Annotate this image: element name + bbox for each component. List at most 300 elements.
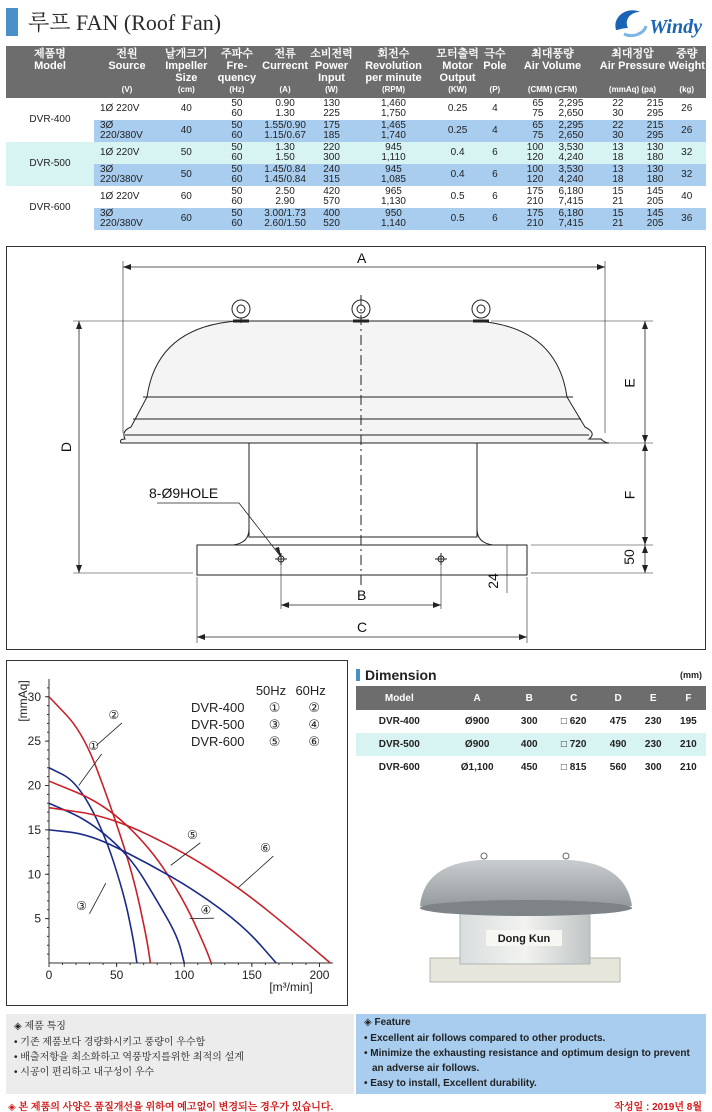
spec-cell	[309, 120, 354, 142]
spec-cell	[597, 208, 667, 230]
spec-value: 570	[323, 196, 340, 207]
spec-header-cell	[6, 46, 94, 84]
spec-value: 130	[646, 164, 664, 175]
callout-label: ③	[76, 898, 87, 913]
spec-value: 15	[612, 186, 624, 197]
callout-label: ①	[88, 739, 100, 753]
spec-cell	[667, 164, 706, 186]
spec-value: 40	[681, 191, 693, 202]
dimension-unit: (mm)	[680, 670, 702, 680]
x-tick-label: 100	[174, 968, 195, 982]
hole-label: 8-Ø9HOLE	[149, 485, 219, 501]
legend-model: DVR-400	[191, 700, 245, 715]
page-header	[6, 6, 706, 42]
spec-value: 40	[180, 103, 192, 114]
spec-unit-cell: (RPM)	[354, 84, 433, 98]
spec-cell	[597, 142, 667, 164]
dim-row	[356, 756, 706, 779]
spec-value: 6	[492, 191, 498, 202]
spec-unit-cell: (mmAq) (pa)	[597, 84, 667, 98]
spec-row	[6, 186, 706, 208]
spec-value: 2.60/1.50	[264, 218, 306, 229]
dim-row	[356, 710, 706, 733]
spec-value: 205	[646, 196, 664, 207]
series-line	[49, 781, 211, 963]
spec-value: 75	[532, 108, 544, 119]
callout-leader	[79, 754, 102, 786]
spec-value: 420	[323, 186, 340, 197]
spec-value: 1Ø 220V	[100, 103, 140, 114]
dim-cell: 230	[636, 733, 671, 756]
spec-value: 215	[646, 98, 664, 109]
spec-cell	[354, 142, 433, 164]
spec-cell	[160, 98, 213, 120]
dim-cell: 400	[512, 733, 547, 756]
spec-header-cell	[507, 46, 597, 84]
dim-label-a: A	[357, 250, 367, 266]
spec-cell	[213, 98, 262, 120]
spec-header-en: Currecnt	[262, 60, 308, 72]
spec-cell	[213, 142, 262, 164]
features-korean	[6, 1014, 354, 1094]
dimension-table	[356, 686, 706, 779]
dim-cell: 300	[644, 762, 662, 773]
dim-label-b: B	[357, 587, 367, 603]
spec-cell	[213, 164, 262, 186]
spec-cell	[433, 208, 482, 230]
spec-cell	[354, 164, 433, 186]
spec-value: 210	[526, 218, 544, 229]
spec-value: 6,180	[558, 208, 584, 219]
spec-value: 60	[180, 191, 192, 202]
spec-value: 1.15/0.67	[264, 130, 306, 141]
spec-unit-cell: (Hz)	[213, 84, 262, 98]
spec-value: 6	[492, 169, 498, 180]
spec-cell	[507, 120, 597, 142]
spec-cell	[261, 120, 309, 142]
spec-cell	[160, 142, 213, 164]
dimension-accent-bar	[356, 669, 360, 681]
spec-value: 65	[532, 120, 544, 131]
callout-leader	[238, 856, 273, 888]
spec-value: 21	[612, 218, 624, 229]
spec-model: DVR-400	[29, 114, 71, 125]
dim-header-cell: C	[547, 686, 601, 710]
spec-value: 180	[646, 152, 664, 163]
spec-value: 100	[526, 164, 544, 175]
dim-header-cell: Model	[356, 686, 443, 710]
series-line	[49, 768, 137, 963]
spec-header-en: Motor Output	[439, 60, 476, 84]
brand-logo	[610, 4, 702, 44]
legend-model: DVR-600	[191, 734, 245, 749]
spec-unit-cell: (KW)	[433, 84, 482, 98]
legend-50hz: ①	[268, 700, 281, 715]
spec-cell	[261, 186, 309, 208]
spec-header-en: Source	[108, 60, 146, 72]
spec-value: 50	[231, 120, 243, 131]
spec-row	[6, 142, 706, 164]
spec-cell	[213, 186, 262, 208]
spec-value: 130	[646, 142, 664, 153]
y-axis-label: [mmAq]	[16, 680, 30, 722]
spec-value: 205	[646, 218, 664, 229]
spec-value: 2,295	[558, 98, 584, 109]
brand-plate: Dong Kun	[497, 933, 551, 945]
spec-value: 1.55/0.90	[264, 120, 306, 131]
chart-legend	[191, 683, 332, 751]
spec-cell	[94, 98, 160, 120]
callout-label: ⑥	[259, 841, 271, 856]
spec-cell	[160, 164, 213, 186]
features-ko-title: ◈ 제품 특징	[14, 1021, 66, 1032]
footer-notice: ◈ 본 제품의 사양은 품질개선을 위하여 예고없이 변경되는 경우가 있습니다.	[8, 1102, 334, 1112]
spec-value: 945	[385, 164, 402, 175]
spec-header-en: Power Input	[315, 60, 349, 84]
spec-row	[6, 208, 706, 230]
spec-cell	[94, 208, 160, 230]
spec-unit-cell: (V)	[94, 84, 160, 98]
spec-value: 2.50	[275, 186, 295, 197]
spec-value: 60	[231, 218, 243, 229]
y-tick-label: 25	[27, 734, 41, 749]
spec-header-cell	[309, 46, 354, 84]
spec-header-cell	[354, 46, 433, 84]
spec-value: 32	[681, 147, 693, 158]
spec-value: 1Ø 220V	[100, 147, 140, 158]
spec-value: 3Ø 220/380V	[100, 120, 143, 141]
spec-value: 0.25	[447, 103, 468, 114]
spec-header-ko: 날개크기	[165, 48, 208, 60]
spec-cell	[309, 98, 354, 120]
spec-cell	[482, 120, 507, 142]
spec-row	[6, 98, 706, 120]
spec-value: 60	[231, 196, 243, 207]
spec-cell	[597, 120, 667, 142]
spec-value: 4,240	[558, 174, 584, 185]
dim-header-cell: F	[671, 686, 706, 710]
spec-value: 60	[231, 108, 243, 119]
spec-value: 60	[231, 152, 243, 163]
spec-header-ko: 전원	[116, 48, 138, 60]
spec-value: 0.90	[275, 98, 295, 109]
spec-value: 1,130	[380, 196, 406, 207]
spec-value: 2.90	[275, 196, 295, 207]
spec-cell	[309, 164, 354, 186]
legend-row	[191, 734, 332, 751]
spec-header-cell	[261, 46, 309, 84]
dimension-title: Dimension	[365, 667, 437, 683]
spec-value: 13	[612, 142, 624, 153]
spec-value: 175	[526, 186, 544, 197]
spec-value: 315	[323, 174, 340, 185]
spec-value: 18	[612, 152, 624, 163]
spec-value: 240	[323, 164, 340, 175]
dim-cell: □ 720	[547, 733, 601, 756]
spec-value: 210	[526, 196, 544, 207]
spec-value: 18	[612, 174, 624, 185]
spec-unit-cell: (cm)	[160, 84, 213, 98]
spec-value: 175	[323, 120, 340, 131]
spec-cell	[507, 164, 597, 186]
dimension-title-bar	[356, 666, 706, 684]
spec-cell	[597, 186, 667, 208]
spec-value: 1,740	[380, 130, 406, 141]
spec-cell	[309, 208, 354, 230]
brand-name: Windy	[649, 16, 702, 38]
spec-value: 1,750	[380, 108, 406, 119]
feature-ko-item: • 배출저항을 최소화하고 역풍방지를위한 최적의 설계	[14, 1052, 244, 1063]
spec-value: 6	[492, 147, 498, 158]
spec-value: 220	[323, 142, 340, 153]
spec-cell	[213, 208, 262, 230]
spec-table	[6, 46, 706, 230]
spec-value: 945	[385, 142, 402, 153]
legend-model: DVR-500	[191, 717, 245, 732]
spec-value: 0.4	[450, 169, 465, 180]
y-tick-label: 5	[34, 911, 41, 926]
feature-en-item: • Minimize the exhausting resistance and optimum design to prevent	[364, 1048, 690, 1059]
callout-leader	[171, 843, 201, 866]
spec-value: 1,140	[380, 218, 406, 229]
spec-cell	[354, 208, 433, 230]
spec-value: 180	[646, 174, 664, 185]
dim-cell: 450	[520, 762, 538, 773]
spec-cell	[507, 186, 597, 208]
dim-cell: 300	[520, 716, 538, 727]
spec-value: 520	[323, 218, 340, 229]
spec-cell	[261, 164, 309, 186]
spec-value: 300	[323, 152, 340, 163]
legend-header-60hz: 60Hz	[295, 683, 326, 698]
dim-header-cell: E	[636, 686, 671, 710]
spec-value: 0.4	[450, 147, 465, 158]
dim-cell: 560	[609, 762, 627, 773]
spec-value: 1,085	[380, 174, 406, 185]
spec-header-en: Model	[34, 60, 66, 72]
spec-value: 50	[180, 169, 192, 180]
spec-value: 1.50	[275, 152, 295, 163]
spec-header-cell	[160, 46, 213, 84]
spec-cell	[261, 208, 309, 230]
spec-value: 1,460	[380, 98, 406, 109]
y-tick-label: 20	[27, 778, 41, 793]
spec-header-ko: 소비전력	[310, 48, 353, 60]
feature-en-item: • Easy to install, Excellent durability.	[364, 1078, 537, 1089]
callout-label: ⑤	[186, 827, 198, 842]
dim-row	[356, 733, 706, 756]
spec-header-cell	[213, 46, 262, 84]
spec-header-ko: 극수	[484, 48, 506, 60]
spec-header-en: Impeller Size	[165, 60, 208, 84]
spec-value: 3Ø 220/380V	[100, 208, 143, 229]
spec-header-en: Air Volume	[523, 60, 582, 72]
spec-value: 15	[612, 208, 624, 219]
callout-leader	[96, 723, 122, 746]
spec-value: 50	[231, 98, 243, 109]
spec-cell	[433, 120, 482, 142]
spec-value: 6	[492, 213, 498, 224]
dim-header-cell: A	[443, 686, 512, 710]
spec-value: 120	[526, 152, 544, 163]
spec-value: 3,530	[558, 142, 584, 153]
legend-header-50hz: 50Hz	[255, 683, 287, 698]
page-title: 루프 FAN (Roof Fan)	[28, 10, 222, 35]
spec-cell	[354, 186, 433, 208]
spec-unit-cell: (CMM) (CFM)	[507, 84, 597, 98]
dim-cell: DVR-400	[378, 716, 420, 727]
spec-value: 1.30	[275, 142, 295, 153]
spec-unit-cell: (P)	[482, 84, 507, 98]
dim-label-24: 24	[484, 573, 501, 589]
spec-value: 60	[180, 213, 192, 224]
spec-cell	[433, 164, 482, 186]
footer-date: 작성일 : 2019년 8월	[614, 1102, 702, 1112]
y-tick-label: 10	[27, 867, 41, 882]
spec-value: 7,415	[558, 218, 584, 229]
spec-value: 1,110	[381, 152, 406, 163]
spec-value: 295	[646, 108, 664, 119]
spec-cell	[482, 186, 507, 208]
spec-header-ko: 주파수	[220, 48, 253, 60]
spec-row	[6, 164, 706, 186]
spec-header-ko: 최대정압	[611, 48, 654, 60]
spec-value: 50	[231, 164, 243, 175]
legend-50hz: ⑤	[268, 734, 281, 749]
spec-value: 40	[180, 125, 192, 136]
spec-value: 1.30	[275, 108, 295, 119]
x-tick-label: 200	[309, 968, 330, 982]
dim-label-c: C	[357, 619, 368, 635]
dim-label-50: 50	[620, 549, 637, 565]
spec-value: 60	[231, 130, 243, 141]
spec-header-ko: 모터출력	[436, 48, 479, 60]
spec-value: 2,650	[558, 108, 584, 119]
spec-cell	[507, 142, 597, 164]
spec-header-ko: 회전수	[377, 48, 410, 60]
spec-cell	[261, 98, 309, 120]
spec-value: 22	[612, 98, 624, 109]
spec-cell	[309, 142, 354, 164]
spec-cell	[354, 98, 433, 120]
features-en-title: ◈ Feature	[364, 1017, 411, 1028]
legend-50hz: ③	[268, 717, 281, 732]
spec-cell	[667, 120, 706, 142]
legend-60hz: ②	[308, 700, 321, 715]
spec-value: 30	[612, 130, 624, 141]
dim-label-e: E	[621, 378, 638, 388]
dim-cell: Ø1,100	[460, 762, 494, 773]
spec-header-en: Revolution per minute	[365, 60, 422, 84]
feature-en-item: • Excellent air follows compared to other products.	[364, 1033, 606, 1044]
series-line	[49, 827, 276, 963]
spec-value: 4	[492, 103, 498, 114]
spec-value: 215	[646, 120, 664, 131]
spec-value: 4	[492, 125, 498, 136]
callout-label: ②	[108, 707, 120, 722]
dim-cell: 490	[601, 733, 636, 756]
spec-model: DVR-600	[29, 202, 71, 213]
spec-cell	[354, 120, 433, 142]
spec-unit-cell	[6, 84, 94, 98]
spec-cell	[482, 142, 507, 164]
legend-row	[191, 700, 332, 717]
x-tick-label: 150	[241, 968, 262, 982]
spec-header-cell	[433, 46, 482, 84]
spec-model: DVR-500	[29, 158, 71, 169]
performance-chart	[6, 660, 348, 1006]
spec-cell	[507, 208, 597, 230]
spec-value: 185	[323, 130, 340, 141]
spec-value: 295	[646, 130, 664, 141]
spec-value: 950	[385, 208, 402, 219]
eyebolt-left	[232, 300, 250, 323]
y-tick-label: 30	[27, 689, 41, 704]
spec-value: 50	[231, 142, 243, 153]
spec-header-en: Pole	[483, 60, 507, 72]
spec-header-en: Weight	[668, 60, 705, 72]
feature-en-item: an adverse air follows.	[372, 1063, 480, 1074]
y-tick-label: 15	[27, 822, 41, 837]
callout-leader	[89, 883, 105, 914]
x-axis-label: [m³/min]	[269, 980, 313, 994]
spec-cell	[667, 142, 706, 164]
dim-cell: 210	[680, 762, 697, 773]
dim-header-cell: B	[512, 686, 547, 710]
spec-value: 120	[526, 174, 544, 185]
spec-value: 50	[231, 186, 243, 197]
spec-cell	[94, 186, 160, 208]
spec-cell	[309, 186, 354, 208]
spec-value: 0.5	[450, 213, 465, 224]
spec-value: 50	[231, 208, 243, 219]
spec-value: 7,415	[558, 196, 584, 207]
legend-60hz: ④	[308, 717, 321, 732]
dim-cell: DVR-500	[356, 733, 443, 756]
spec-value: 175	[526, 208, 544, 219]
spec-value: 3.00/1.73	[264, 208, 306, 219]
spec-value: 36	[681, 213, 693, 224]
spec-cell	[597, 164, 667, 186]
spec-value: 65	[532, 98, 544, 109]
spec-cell	[94, 142, 160, 164]
dim-label-d: D	[58, 441, 75, 453]
spec-cell	[94, 164, 160, 186]
spec-value: 0.5	[450, 191, 465, 202]
spec-value: 60	[231, 174, 243, 185]
spec-cell	[160, 186, 213, 208]
legend-60hz: ⑥	[308, 734, 321, 749]
spec-value: 965	[385, 186, 402, 197]
spec-cell	[160, 120, 213, 142]
spec-header-en: Fre- quency	[217, 60, 257, 84]
spec-value: 21	[612, 196, 624, 207]
spec-cell	[6, 142, 94, 186]
spec-cell	[482, 98, 507, 120]
spec-header-ko: 최대풍량	[531, 48, 574, 60]
spec-value: 32	[681, 169, 693, 180]
spec-value: 100	[526, 142, 544, 153]
dim-cell: 210	[671, 733, 706, 756]
spec-header-ko: 중량	[676, 48, 698, 60]
spec-value: 2,650	[558, 130, 584, 141]
dim-cell: Ø900	[443, 733, 512, 756]
spec-cell	[261, 142, 309, 164]
spec-cell	[482, 208, 507, 230]
feature-ko-item: • 시공이 편리하고 내구성이 우수	[14, 1067, 155, 1078]
spec-value: 400	[323, 208, 340, 219]
spec-value: 30	[612, 108, 624, 119]
